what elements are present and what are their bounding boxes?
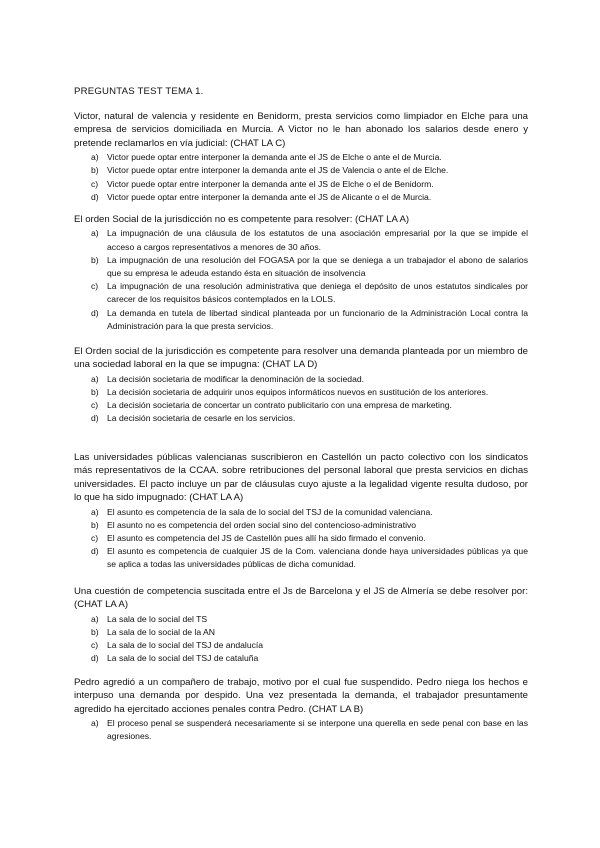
option-letter: b) bbox=[91, 387, 99, 398]
option-text: La sala de lo social del TS bbox=[107, 613, 208, 624]
question-4 bbox=[74, 451, 528, 572]
question-3 bbox=[74, 345, 528, 426]
option-letter: a) bbox=[91, 373, 99, 384]
option-text: Victor puede optar entre interponer la demanda ante el JS de Alicante o el de Murcia. bbox=[107, 191, 432, 202]
question-1 bbox=[74, 110, 528, 204]
option-text: La decisión societaria de concertar un contrato publicitario con una empresa de marketing. bbox=[107, 400, 452, 411]
option-letter: b) bbox=[91, 254, 99, 265]
option-letter: b) bbox=[91, 165, 99, 176]
option-a bbox=[74, 506, 528, 519]
option-text: Victor puede optar entre interponer la demanda ante el JS de Elche o ante el de Murcia. bbox=[107, 152, 442, 163]
option-letter: c) bbox=[91, 281, 99, 292]
option-letter: a) bbox=[91, 506, 99, 517]
option-b bbox=[74, 626, 528, 639]
document-title: PREGUNTAS TEST TEMA 1. bbox=[74, 86, 204, 97]
option-a bbox=[74, 227, 528, 253]
option-letter: b) bbox=[91, 627, 99, 638]
option-a bbox=[74, 717, 528, 743]
option-letter: b) bbox=[91, 519, 99, 530]
options-list bbox=[74, 717, 528, 743]
option-text: La impugnación de una resolución del FOGASA por la que se deniega a un trabajador el abono de salarios que su empresa le adeuda estando ésta en situación de insolvencia bbox=[107, 254, 528, 279]
option-letter: a) bbox=[91, 613, 99, 624]
option-c bbox=[74, 639, 528, 652]
option-d bbox=[74, 545, 528, 571]
option-b bbox=[74, 164, 528, 177]
option-text: La decisión societaria de cesarle en los servicios. bbox=[107, 413, 296, 424]
option-letter: c) bbox=[91, 640, 99, 651]
option-text: La impugnación de una cláusula de los estatutos de una asociación empresarial por la que se impide el acceso a cargos representativos a menores de 30 años. bbox=[107, 228, 528, 252]
options-list bbox=[74, 613, 528, 666]
option-d bbox=[74, 412, 528, 425]
option-text: Victor puede optar entre interponer la demanda ante el JS de Elche o el de Benidorm. bbox=[107, 178, 434, 189]
option-letter: d) bbox=[91, 191, 99, 202]
option-letter: d) bbox=[91, 546, 99, 557]
option-a bbox=[74, 613, 528, 626]
option-b bbox=[74, 519, 528, 532]
option-text: El asunto es competencia de la sala de lo social del TSJ de la comunidad valenciana. bbox=[107, 506, 433, 517]
option-text: La demanda en tutela de libertad sindical planteada por un funcionario de la Administración Local contra la Administración para la que presta servicios. bbox=[107, 307, 528, 331]
option-text: La decisión societaria de adquirir unos equipos informáticos nuevos en sustitución de los anteriores. bbox=[107, 387, 489, 398]
question-2 bbox=[74, 213, 528, 333]
question-stem: El Orden social de la jurisdicción es competente para resolver una demanda planteada por un miembro de una sociedad laboral en la que se impugna: (CHAT LA D) bbox=[74, 346, 528, 371]
option-b bbox=[74, 254, 528, 280]
option-letter: a) bbox=[91, 228, 99, 239]
option-c bbox=[74, 178, 528, 191]
option-text: La decisión societaria de modificar la denominación de la sociedad. bbox=[107, 373, 365, 384]
option-d bbox=[74, 652, 528, 665]
option-text: La sala de lo social del TSJ de cataluña bbox=[107, 653, 259, 664]
option-d bbox=[74, 307, 528, 333]
question-6 bbox=[74, 676, 528, 744]
option-b bbox=[74, 386, 528, 399]
option-letter: c) bbox=[91, 178, 99, 189]
question-5 bbox=[74, 585, 528, 666]
option-text: El proceso penal se suspenderá necesariamente si se interpone una querella en sede penal con base en las agresiones. bbox=[107, 718, 528, 742]
option-a bbox=[74, 151, 528, 164]
option-text: El asunto no es competencia del orden social sino del contencioso-administrativo bbox=[107, 519, 417, 530]
option-d bbox=[74, 191, 528, 204]
options-list bbox=[74, 373, 528, 426]
option-letter: d) bbox=[91, 307, 99, 318]
option-text: Victor puede optar entre interponer la demanda ante el JS de Valencia o ante el de Elche. bbox=[107, 165, 449, 176]
options-list bbox=[74, 151, 528, 204]
question-stem: Una cuestión de competencia suscitada entre el Js de Barcelona y el JS de Almería se debe resolver por: (CHAT LA A) bbox=[74, 586, 528, 611]
options-list bbox=[74, 227, 528, 333]
option-text: La impugnación de una resolución administrativa que deniega el depósito de unos estatutos sindicales por carecer de los requisitos básicos contemplados en la LOLS. bbox=[107, 281, 528, 305]
options-list bbox=[74, 506, 528, 572]
option-letter: d) bbox=[91, 413, 99, 424]
option-letter: a) bbox=[91, 152, 99, 163]
option-letter: c) bbox=[91, 533, 99, 544]
option-letter: a) bbox=[91, 718, 99, 729]
option-c bbox=[74, 532, 528, 545]
option-text: El asunto es competencia de cualquier JS de la Com. valenciana donde haya universidades públicas ya que se aplica a todas las universidades públicas de dicha comunidad. bbox=[107, 546, 528, 570]
option-a bbox=[74, 373, 528, 386]
question-stem: Las universidades públicas valencianas suscribieron en Castellón un pacto colectivo con los sindicatos más representativos de la CCAA. sobre retribuciones del personal laboral que presta servicios en dichas universidades. El pacto incluye un par de cláusulas cuyo ajuste a la legalidad vigente resulta dudoso, por lo que ha sido impugnado: (CHAT LA A) bbox=[74, 452, 528, 504]
question-stem: Pedro agredió a un compañero de trabajo, motivo por el cual fue suspendido. Pedro niega los hechos e interpuso una demanda por despido. Una vez presentada la demanda, el trabajador presuntamente agredido ha ejercitado acciones penales contra Pedro. (CHAT LA B) bbox=[74, 677, 528, 715]
question-stem: El orden Social de la jurisdicción no es competente para resolver: (CHAT LA A) bbox=[74, 214, 410, 225]
question-stem: Victor, natural de valencia y residente en Benidorm, presta servicios como limpiador en Elche para una empresa de servicios domiciliada en Murcia. A Victor no le han abonado los salarios desde enero y pretende reclamarlos en vía judicial: (CHAT LA C) bbox=[74, 111, 528, 149]
option-text: El asunto es competencia del JS de Castellón pues allí ha sido firmado el convenio. bbox=[107, 533, 426, 544]
option-c bbox=[74, 280, 528, 306]
option-letter: c) bbox=[91, 400, 99, 411]
option-text: La sala de lo social de la AN bbox=[107, 627, 215, 638]
option-c bbox=[74, 399, 528, 412]
option-letter: d) bbox=[91, 653, 99, 664]
option-text: La sala de lo social del TSJ de andalucía bbox=[107, 640, 264, 651]
